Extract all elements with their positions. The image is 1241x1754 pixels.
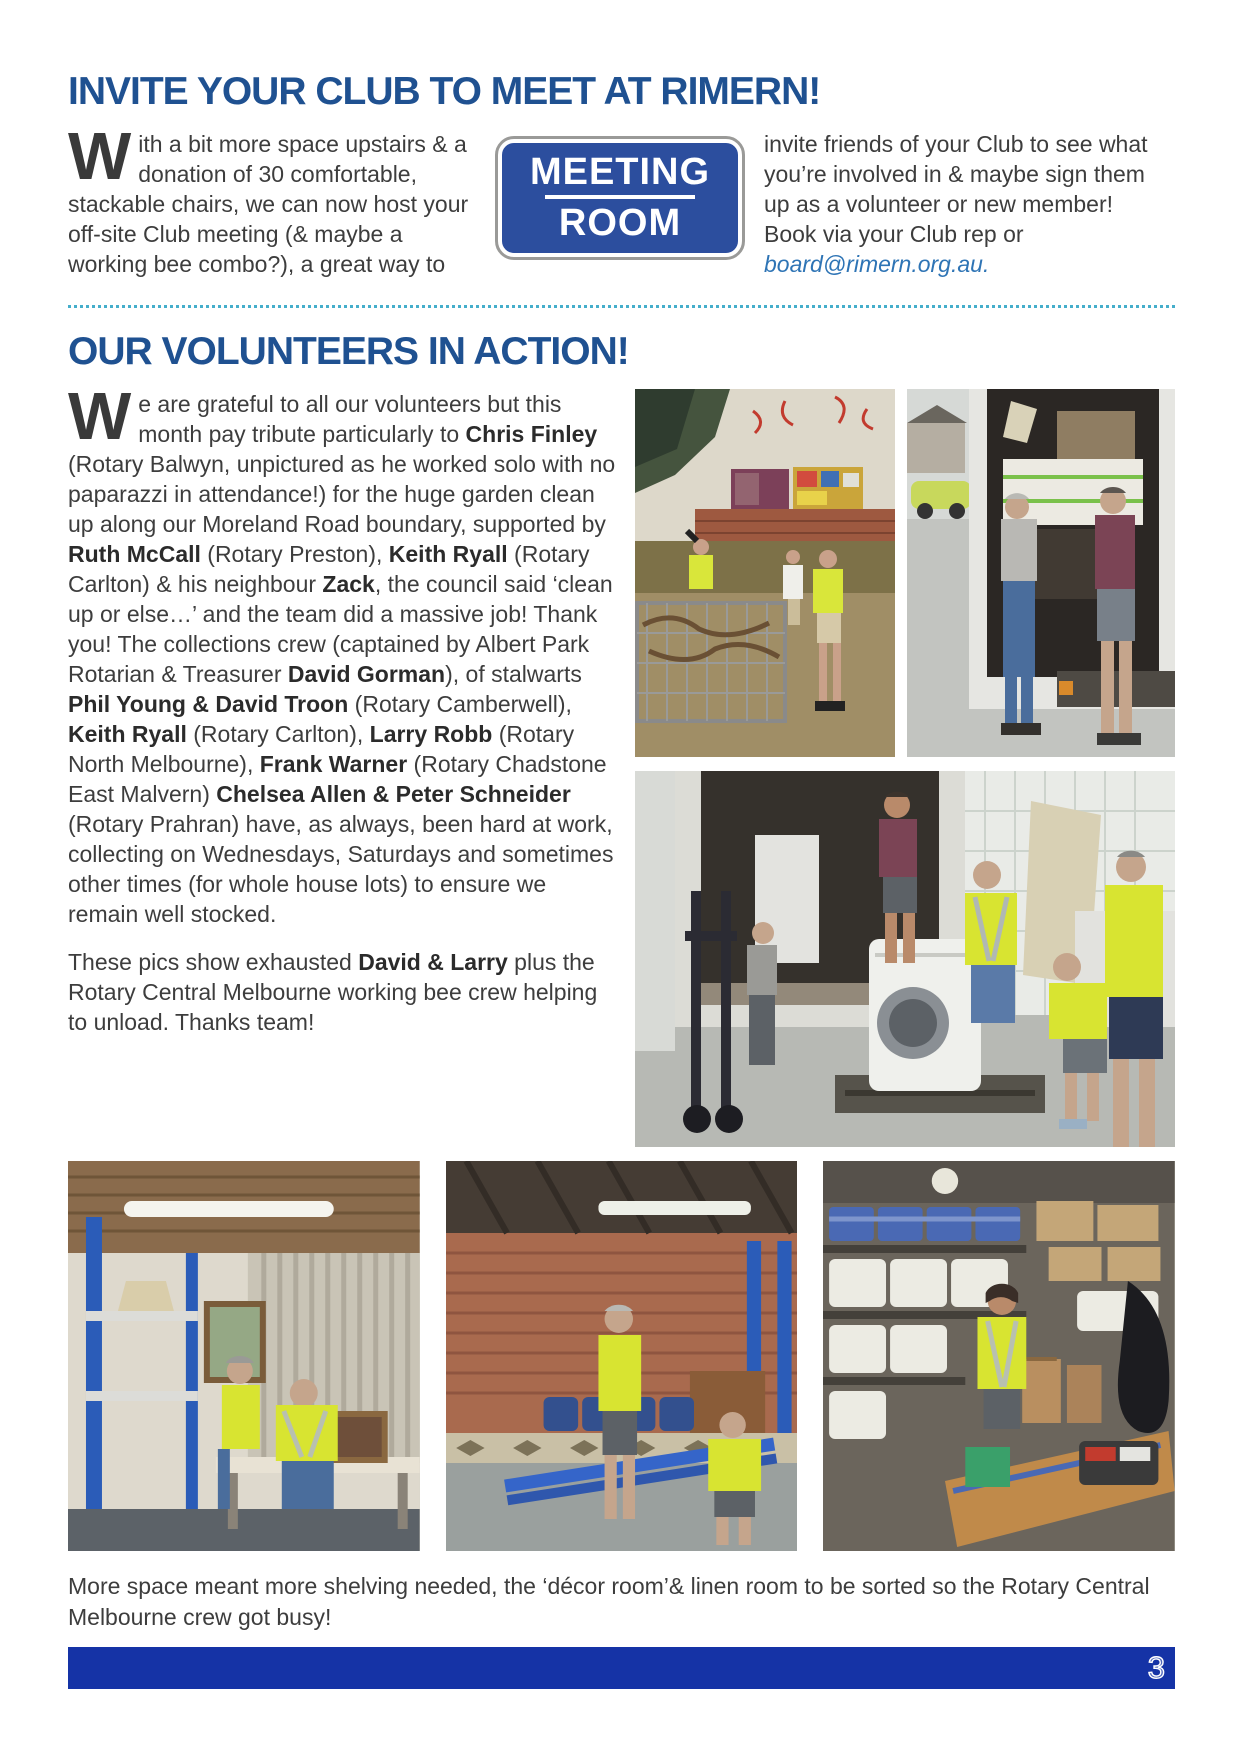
photo-row-1 (635, 389, 1175, 757)
carrying-shelving-photo (446, 1161, 798, 1551)
invite-right-text[interactable]: invite friends of your Club to see what you’re involved in & maybe sign them up as a volunteer or new member! Book via your Club rep or board@rimern.org.au. (764, 130, 1148, 277)
decor-room-photo (68, 1161, 420, 1551)
invite-section (68, 118, 1175, 279)
garden-cleanup-illustration (635, 389, 895, 757)
photos-caption: More space meant more shelving needed, the ‘décor room’& linen room to be sorted so the Rotary Central Melbourne crew got busy! (68, 1572, 1150, 1630)
dotted-divider (68, 305, 1175, 308)
truck-rear-photo (907, 389, 1175, 757)
invite-left-paragraph (68, 118, 470, 279)
sign-divider-rule (545, 195, 695, 199)
dropcap-w: W (68, 378, 132, 454)
page-number: 3 (1147, 1649, 1165, 1685)
volunteers-paragraph-1-text: e are grateful to all our volunteers but this month pay tribute particularly to Chris Finley (Rotary Balwyn, unpictured as he worked solo with no paparazzi in attendance!) for the huge garden clean up along our Moreland Road boundary, supported by Ruth McCall (Rotary Preston), Keith Ryall (Rotary Carlton) & his neighbour Zack, the council said ‘clean up or else…’ and the team did a massive job! Thank you! The collections crew (captained by Albert Park Rotarian & Treasurer David Gorman), of stalwarts Phil Young & David Troon (Rotary Camberwell), Keith Ryall (Rotary Carlton), Larry Robb (Rotary North Melbourne), Frank Warner (Rotary Chadstone East Malvern) Chelsea Allen & Peter Schneider (Rotary Prahran) have, as always, been hard at work, collecting on Wednesdays, Saturdays and sometimes other times (for whole house lots) to ensure we remain well stocked. (68, 390, 616, 927)
linen-room-illustration (823, 1161, 1175, 1551)
volunteers-paragraph-2-text: These pics show exhausted David & Larry plus the Rotary Central Melbourne working bee crew helping to unload. Thanks team! (68, 948, 598, 1035)
meeting-room-sign-image (498, 139, 742, 257)
meeting-room-sign (498, 139, 742, 257)
volunteers-photo-column (635, 389, 1175, 1147)
unloading-washer-illustration (635, 771, 1175, 1147)
sign-line-1: MEETING (529, 151, 711, 194)
linen-room-photo (823, 1161, 1175, 1551)
garden-cleanup-photo (635, 389, 895, 757)
invite-right-paragraph (764, 129, 1160, 279)
dropcap-w: W (68, 118, 132, 194)
carrying-shelving-illustration (446, 1161, 798, 1551)
volunteers-paragraph-2 (68, 947, 620, 1037)
volunteers-heading: OUR VOLUNTEERS IN ACTION! (68, 329, 629, 373)
volunteers-text-column (68, 378, 620, 1055)
volunteers-paragraph-1 (68, 378, 620, 929)
invite-heading: INVITE YOUR CLUB TO MEET AT RIMERN! (68, 70, 821, 113)
decor-room-illustration (68, 1161, 420, 1551)
unloading-washing-machine-photo (635, 771, 1175, 1147)
volunteers-section (68, 378, 1175, 1147)
truck-rear-illustration (907, 389, 1175, 757)
footer-bar (68, 1647, 1175, 1689)
photo-row-3 (68, 1161, 1175, 1551)
sign-line-2: ROOM (558, 202, 682, 245)
invite-left-text: ith a bit more space upstairs & a donation of 30 comfortable, stackable chairs, we can now host your off-site Club meeting (& maybe a working bee combo?), a great way to (68, 130, 469, 277)
